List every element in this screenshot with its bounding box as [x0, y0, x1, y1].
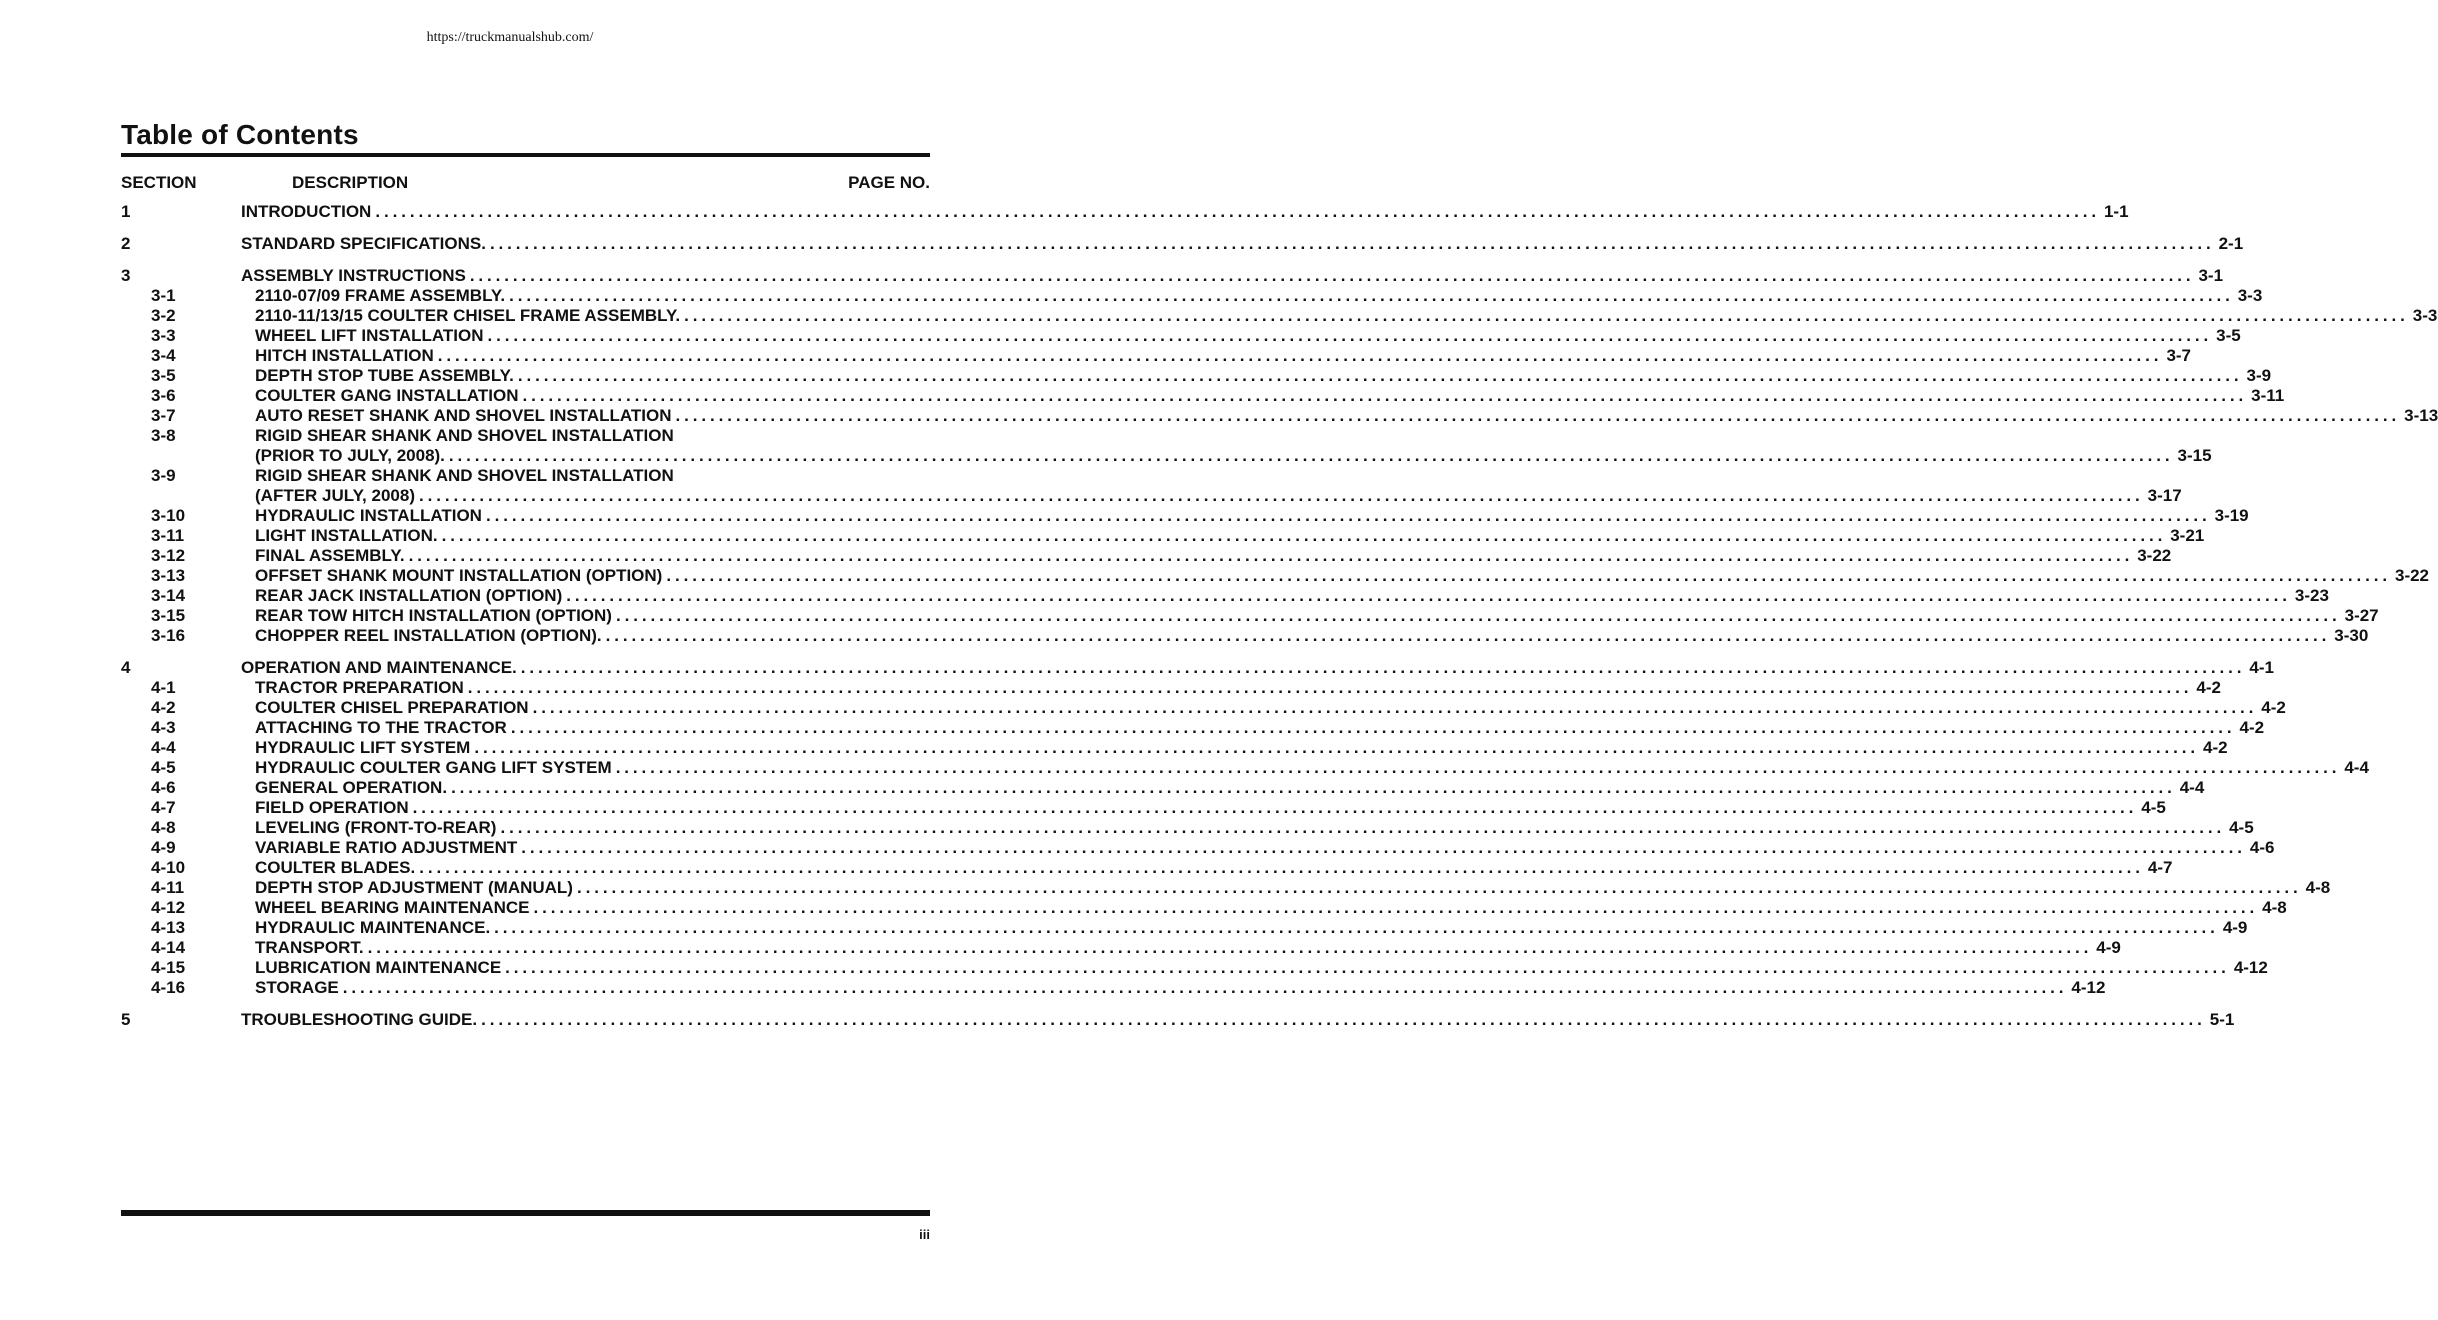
toc-entry	[121, 606, 2379, 626]
toc-entry-title: TROUBLESHOOTING GUIDE.	[241, 1010, 478, 1029]
toc-entry-number: 3-9	[151, 466, 176, 485]
toc-entry-number: 3-1	[151, 286, 176, 305]
toc-entry-title: AUTO RESET SHANK AND SHOVEL INSTALLATION	[255, 406, 672, 425]
dot-leader: ........................................................................................................................................................................................................	[533, 898, 2259, 917]
toc-page-number: 4-8	[2305, 878, 2331, 897]
toc-entry-number: 4-7	[151, 798, 176, 817]
toc-entry-number: 3-15	[151, 606, 186, 625]
dot-leader: ........................................................................................................................................................................................................	[485, 506, 2211, 525]
toc-page-number: 4-8	[2262, 898, 2287, 917]
dot-leader: ........................................................................................................................................................................................................	[615, 758, 2341, 777]
toc-entry-number: 5	[121, 1010, 131, 1029]
toc-entry-title: DEPTH STOP ADJUSTMENT (MANUAL)	[255, 878, 573, 897]
toc-entry-title: HYDRAULIC MAINTENANCE.	[255, 918, 491, 937]
toc-entry-title: LUBRICATION MAINTENANCE	[255, 958, 502, 977]
toc-entry-title: ATTACHING TO THE TRACTOR	[255, 718, 507, 737]
toc-section-entry	[121, 266, 2224, 286]
toc-entry-title: 2110-07/09 FRAME ASSEMBLY.	[255, 286, 506, 305]
toc-entry	[121, 858, 2173, 878]
toc-entry-number: 3-3	[151, 326, 176, 345]
source-url: https://truckmanualshub.com/	[426, 30, 594, 45]
toc-entry-title: (AFTER JULY, 2008)	[255, 486, 415, 505]
toc-entry-number: 3-5	[151, 366, 176, 385]
toc-entry-title: FIELD OPERATION	[255, 798, 409, 817]
dot-leader: ........................................................................................................................................................................................................	[509, 286, 2234, 305]
toc-entry-number: 3-10	[151, 506, 186, 525]
toc-entry	[121, 546, 2172, 566]
toc-page-number: 3-7	[2166, 346, 2192, 365]
dot-leader: ........................................................................................................................................................................................................	[510, 718, 2236, 737]
toc-page-number: 4-4	[2179, 778, 2205, 797]
toc-entry-title: TRACTOR PREPARATION	[255, 678, 464, 697]
toc-entry	[121, 306, 2438, 326]
toc-entry	[121, 426, 930, 446]
dot-leader: ........................................................................................................................................................................................................	[451, 778, 2176, 797]
toc-entry	[121, 566, 2430, 586]
toc-entry	[121, 506, 2249, 526]
toc-entry-title: HYDRAULIC COULTER GANG LIFT SYSTEM	[255, 758, 612, 777]
toc-page-number: 4-5	[2141, 798, 2166, 817]
dot-leader: ........................................................................................................................................................................................................	[474, 738, 2199, 757]
dot-leader: ........................................................................................................................................................................................................	[489, 234, 2215, 253]
toc-entry-title: HYDRAULIC LIFT SYSTEM	[255, 738, 471, 757]
toc-page-number: 4-4	[2344, 758, 2369, 777]
toc-entry-title: STORAGE	[255, 978, 339, 997]
dot-leader: ........................................................................................................................................................................................................	[342, 978, 2068, 997]
dot-leader: ........................................................................................................................................................................................................	[684, 306, 2409, 325]
dot-leader: ........................................................................................................................................................................................................	[441, 526, 2167, 545]
page-title: Table of Contents	[121, 119, 359, 150]
toc-entry	[121, 938, 2121, 958]
toc-page-number: 3-21	[2170, 526, 2205, 545]
column-header-description: DESCRIPTION	[292, 173, 409, 192]
toc-entry	[121, 818, 2254, 838]
toc-entry-number: 4-1	[151, 678, 176, 697]
toc-page-number: 3-17	[2147, 486, 2182, 505]
toc-entry-title: INTRODUCTION	[241, 202, 372, 221]
dot-leader: ........................................................................................................................................................................................................	[576, 878, 2302, 897]
toc-page-number: 1-1	[2103, 202, 2129, 221]
toc-entry	[121, 738, 2228, 758]
toc-entry	[121, 798, 2166, 818]
dot-leader: ........................................................................................................................................................................................................	[517, 366, 2243, 385]
toc-entry	[121, 406, 2438, 426]
toc-entry	[121, 778, 2205, 798]
toc-page-number: 3-1	[2198, 266, 2224, 285]
toc-section-entry	[121, 658, 2274, 678]
toc-entry-number: 4-14	[151, 938, 186, 957]
toc-entry	[121, 838, 2275, 858]
dot-leader: ........................................................................................................................................................................................................	[566, 586, 2291, 605]
toc-page-number: 3-23	[2294, 586, 2329, 605]
toc-entry	[121, 718, 2265, 738]
dot-leader: ........................................................................................................................................................................................................	[675, 406, 2401, 425]
toc-entry-title: WHEEL BEARING MAINTENANCE	[255, 898, 530, 917]
toc-entry-number: 4-15	[151, 958, 186, 977]
dot-leader: ........................................................................................................................................................................................................	[520, 658, 2246, 677]
toc-entry-number: 4-8	[151, 818, 176, 837]
toc-entry-number: 2	[121, 234, 131, 253]
toc-entry-title: LEVELING (FRONT-TO-REAR)	[255, 818, 497, 837]
toc-page-number: 4-9	[2222, 918, 2248, 937]
toc-entry-number: 3-8	[151, 426, 176, 445]
toc-page-number: 4-12	[2071, 978, 2106, 997]
title-rule	[121, 153, 930, 157]
dot-leader: ........................................................................................................................................................................................................	[481, 1010, 2206, 1029]
toc-entry	[121, 898, 2287, 918]
dot-leader: ........................................................................................................................................................................................................	[615, 606, 2341, 625]
dot-leader: ........................................................................................................................................................................................................	[522, 386, 2248, 405]
toc-page-number: 2-1	[2218, 234, 2244, 253]
toc-entry-number: 4-12	[151, 898, 186, 917]
dot-leader: ........................................................................................................................................................................................................	[605, 626, 2331, 645]
toc-page-number: 5-1	[2209, 1010, 2235, 1029]
toc-page-number: 4-7	[2147, 858, 2173, 877]
dot-leader: ........................................................................................................................................................................................................	[500, 818, 2226, 837]
column-header-page: PAGE NO.	[848, 173, 930, 192]
dot-leader: ........................................................................................................................................................................................................	[367, 938, 2093, 957]
toc-entry-title: STANDARD SPECIFICATIONS.	[241, 234, 486, 253]
toc-entry-number: 3-13	[151, 566, 186, 585]
toc-section-entry	[121, 1010, 2235, 1030]
toc-entry-title: TRANSPORT.	[255, 938, 364, 957]
toc-entry-number: 4	[121, 658, 131, 677]
dot-leader: ........................................................................................................................................................................................................	[418, 486, 2144, 505]
toc-entry-number: 4-10	[151, 858, 186, 877]
dot-leader: ........................................................................................................................................................................................................	[494, 918, 2219, 937]
toc-page-number: 4-12	[2233, 958, 2268, 977]
toc-entry	[121, 286, 2263, 306]
toc-entry	[121, 586, 2329, 606]
toc-entry-title: COULTER GANG INSTALLATION	[255, 386, 519, 405]
dot-leader: ........................................................................................................................................................................................................	[412, 798, 2138, 817]
toc-entry-number: 4-3	[151, 718, 176, 737]
toc-page-number: 4-1	[2249, 658, 2274, 677]
toc-page-number: 3-3	[2237, 286, 2263, 305]
toc-page-number: 3-22	[2137, 546, 2172, 565]
toc-page-number: 3-19	[2214, 506, 2249, 525]
toc-entry-number: 3-2	[151, 306, 176, 325]
toc-entry-title: ASSEMBLY INSTRUCTIONS	[241, 266, 466, 285]
toc-page-number: 3-9	[2246, 366, 2272, 385]
page-folio: iii	[919, 1227, 930, 1242]
dot-leader: ........................................................................................................................................................................................................	[408, 546, 2134, 565]
dot-leader: ........................................................................................................................................................................................................	[532, 698, 2258, 717]
toc-page-number: 3-3	[2412, 306, 2438, 325]
toc-entry-number: 4-5	[151, 758, 176, 777]
dot-leader: ........................................................................................................................................................................................................	[469, 266, 2195, 285]
dot-leader: ........................................................................................................................................................................................................	[419, 858, 2144, 877]
toc-page-number: 3-27	[2344, 606, 2379, 625]
toc-entry-title: OFFSET SHANK MOUNT INSTALLATION (OPTION)	[255, 566, 663, 585]
dot-leader: ........................................................................................................................................................................................................	[487, 326, 2213, 345]
toc-entry-title: CHOPPER REEL INSTALLATION (OPTION).	[255, 626, 602, 645]
dot-leader: ........................................................................................................................................................................................................	[467, 678, 2193, 697]
toc-entry-number: 4-11	[151, 878, 185, 897]
toc-entry-number: 4-2	[151, 698, 176, 717]
toc-entries	[121, 202, 2438, 1030]
toc-entry-number: 3-4	[151, 346, 176, 365]
toc-entry-number: 1	[121, 202, 131, 221]
dot-leader: ........................................................................................................................................................................................................	[521, 838, 2246, 857]
toc-entry-title: OPERATION AND MAINTENANCE.	[241, 658, 517, 677]
toc-entry-title: WHEEL LIFT INSTALLATION	[255, 326, 484, 345]
toc-entry-title: REAR JACK INSTALLATION (OPTION)	[255, 586, 563, 605]
dot-leader: ........................................................................................................................................................................................................	[666, 566, 2391, 585]
toc-entry-number: 4-4	[151, 738, 176, 757]
toc-entry-number: 4-9	[151, 838, 176, 857]
toc-entry	[121, 698, 2286, 718]
column-header-section: SECTION	[121, 173, 197, 192]
toc-entry-title: DEPTH STOP TUBE ASSEMBLY.	[255, 366, 514, 385]
toc-page-number: 4-2	[2202, 738, 2228, 757]
toc-entry-title: FINAL ASSEMBLY.	[255, 546, 405, 565]
toc-entry-title: RIGID SHEAR SHANK AND SHOVEL INSTALLATION	[255, 426, 674, 445]
toc-entry-title: GENERAL OPERATION.	[255, 778, 448, 797]
toc-entry	[121, 978, 2106, 998]
toc-entry-number: 3-12	[151, 546, 186, 565]
dot-leader: ........................................................................................................................................................................................................	[437, 346, 2163, 365]
toc-page-number: 3-5	[2216, 326, 2241, 345]
toc-page-number: 3-11	[2251, 386, 2285, 405]
toc-entry-title: HYDRAULIC INSTALLATION	[255, 506, 482, 525]
toc-page-number: 4-2	[2239, 718, 2265, 737]
toc-entry	[121, 466, 930, 486]
toc-page-number: 4-9	[2096, 938, 2121, 957]
dot-leader: ........................................................................................................................................................................................................	[448, 446, 2174, 465]
dot-leader: ........................................................................................................................................................................................................	[505, 958, 2230, 977]
toc-entry	[121, 918, 2248, 938]
toc-entry	[121, 626, 2369, 646]
toc-entry-number: 3-11	[151, 526, 185, 545]
toc-page-number: 4-2	[2261, 698, 2286, 717]
toc-entry-title: REAR TOW HITCH INSTALLATION (OPTION)	[255, 606, 612, 625]
toc-page-number: 3-15	[2177, 446, 2212, 465]
toc-page-number: 4-5	[2229, 818, 2254, 837]
toc-entry	[121, 386, 2285, 406]
toc-entry-number: 4-13	[151, 918, 186, 937]
toc-section-entry	[121, 234, 2244, 254]
toc-entry-number: 3-16	[151, 626, 186, 645]
toc-entry-title: RIGID SHEAR SHANK AND SHOVEL INSTALLATION	[255, 466, 674, 485]
toc-entry-number: 4-6	[151, 778, 176, 797]
dot-leader: ........................................................................................................................................................................................................	[375, 202, 2100, 221]
toc-entry	[121, 878, 2331, 898]
toc-page-number: 3-22	[2394, 566, 2430, 585]
toc-entry	[121, 346, 2192, 366]
toc-page-number: 3-13	[2404, 406, 2438, 425]
toc-entry	[121, 758, 2369, 778]
toc-entry	[121, 446, 2212, 466]
footer-rule	[121, 1210, 930, 1216]
toc-entry-title: (PRIOR TO JULY, 2008).	[255, 446, 445, 465]
toc-page-number: 4-6	[2249, 838, 2275, 857]
toc-entry-title: 2110-11/13/15 COULTER CHISEL FRAME ASSEMBLY.	[255, 306, 681, 325]
toc-entry-title: HITCH INSTALLATION	[255, 346, 434, 365]
toc-page-number: 3-30	[2334, 626, 2369, 645]
toc-entry-title: COULTER BLADES.	[255, 858, 416, 877]
toc-entry-number: 4-16	[151, 978, 186, 997]
toc-entry-number: 3-14	[151, 586, 186, 605]
toc-entry-title: COULTER CHISEL PREPARATION	[255, 698, 529, 717]
toc-entry-title: VARIABLE RATIO ADJUSTMENT	[255, 838, 518, 857]
toc-entry-title: LIGHT INSTALLATION.	[255, 526, 438, 545]
toc-entry-number: 3-7	[151, 406, 176, 425]
toc-section-entry	[121, 202, 2129, 222]
toc-entry	[121, 486, 2182, 506]
toc-entry	[121, 526, 2205, 546]
toc-entry	[121, 326, 2241, 346]
toc-entry-number: 3-6	[151, 386, 176, 405]
toc-page-number: 4-2	[2196, 678, 2221, 697]
toc-entry-number: 3	[121, 266, 131, 285]
toc-entry	[121, 678, 2221, 698]
toc-entry	[121, 958, 2268, 978]
toc-entry	[121, 366, 2272, 386]
